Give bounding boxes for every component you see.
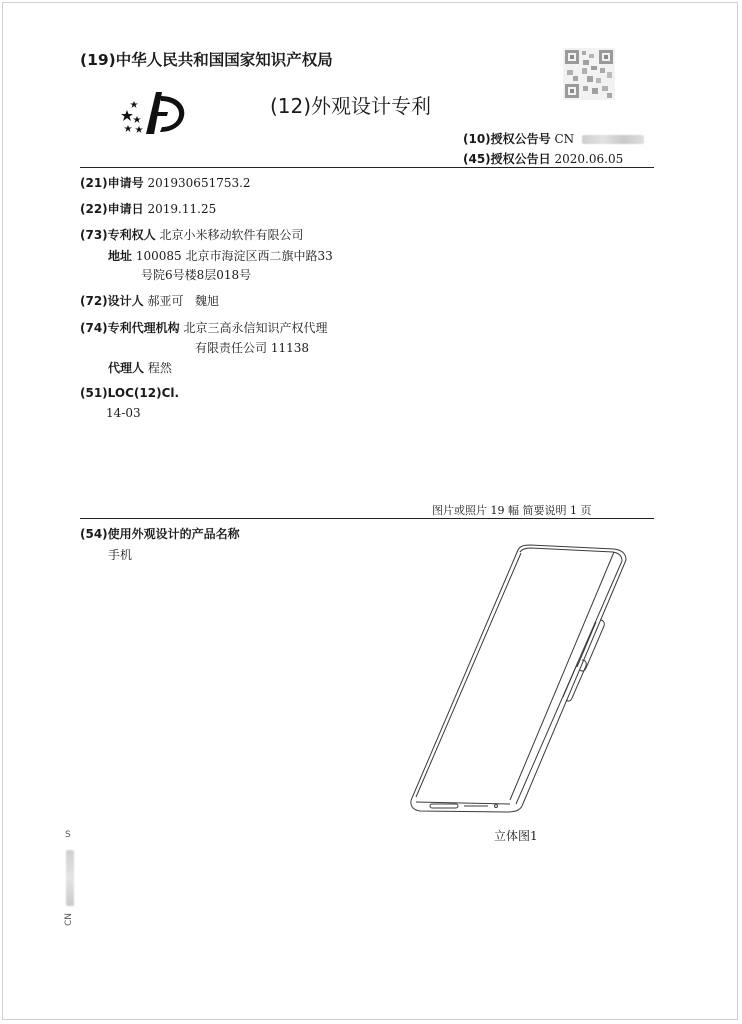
grant-pub-date-label: (45)授权公告日	[463, 152, 551, 166]
patentee: 北京小米移动软件有限公司	[159, 228, 304, 242]
figure-count-summary: 图片或照片 19 幅 简要说明 1 页	[432, 504, 592, 517]
agent-line	[108, 359, 172, 376]
app-date: 2019.11.25	[147, 202, 217, 216]
address-1: 100085 北京市海淀区西二旗中路33	[135, 249, 333, 263]
grant-pub-no-prefix: CN	[554, 132, 575, 146]
agency-line-2: 有限责任公司 11138	[195, 341, 309, 355]
qr-code-icon	[563, 48, 615, 100]
loc-line	[80, 386, 179, 400]
page-border	[2, 2, 738, 1020]
designer-label: (72)设计人	[80, 294, 144, 308]
summary-divider	[80, 518, 654, 519]
figure-caption: 立体图1	[494, 829, 538, 843]
address-line-2: 号院6号楼8层018号	[141, 268, 252, 282]
product-name-label: (54)使用外观设计的产品名称	[80, 527, 240, 541]
patentee-label: (73)专利权人	[80, 228, 156, 242]
patentee-line	[80, 226, 304, 243]
redacted-pub-number	[582, 135, 644, 144]
designers: 郝亚可 魏旭	[147, 294, 219, 308]
address-line-1	[108, 247, 333, 264]
phone-perspective-drawing	[400, 540, 640, 820]
side-prefix: CN	[64, 912, 74, 926]
app-date-label: (22)申请日	[80, 202, 144, 216]
office-title: (19)中华人民共和国国家知识产权局	[80, 51, 333, 69]
agency-1: 北京三高永信知识产权代理	[183, 321, 328, 335]
loc-value: 14-03	[106, 406, 141, 420]
grant-pub-no-label: (10)授权公告号	[463, 132, 551, 146]
app-no-line	[80, 174, 251, 191]
redacted-side-number	[66, 850, 74, 906]
agent-label: 代理人	[108, 361, 145, 375]
app-no-label: (21)申请号	[80, 176, 144, 190]
agent: 程然	[147, 361, 172, 375]
header-divider	[80, 167, 654, 168]
side-kind-code: S	[65, 830, 71, 840]
loc-label: (51)LOC(12)Cl.	[80, 386, 180, 400]
designer-line	[80, 292, 219, 309]
app-date-line	[80, 200, 216, 217]
product-name: 手机	[108, 548, 133, 562]
agency-label: (74)专利代理机构	[80, 321, 180, 335]
side-publication-code	[64, 830, 76, 926]
grant-pub-no-line	[463, 130, 644, 147]
cnipa-logo-icon	[112, 88, 190, 140]
grant-pub-date: 2020.06.05	[554, 152, 624, 166]
app-no: 201930651753.2	[147, 176, 251, 190]
grant-pub-date-line	[463, 150, 623, 167]
address-label: 地址	[108, 249, 133, 263]
document-type: (12)外观设计专利	[270, 94, 432, 118]
agency-line-1	[80, 319, 328, 336]
